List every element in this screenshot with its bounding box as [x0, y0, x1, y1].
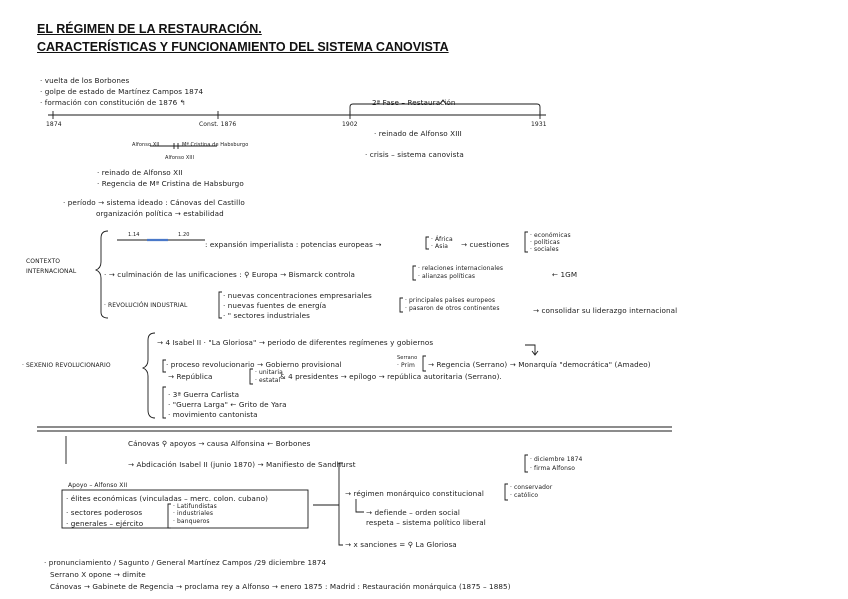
- movimiento-cantonista: · movimiento cantonista: [168, 410, 258, 419]
- proceso-revolucionario: · proceso revolucionario → Gobierno provisional: [166, 360, 342, 369]
- guerra-larga: · "Guerra Larga" ← Grito de Yara: [168, 400, 287, 409]
- sectores-poderosos: · sectores poderosos: [66, 508, 143, 517]
- timeline-year-1874: 1874: [46, 121, 62, 128]
- reinado-alfonso-xii: · reinado de Alfonso XII: [97, 168, 183, 177]
- nuevos-sectores: · " sectores industriales: [223, 311, 310, 320]
- africa-item: · África: [431, 236, 453, 243]
- industriales: · industriales: [173, 510, 214, 517]
- timeline-phase-label: 2ª Fase – Restauración: [372, 98, 456, 107]
- diciembre-1874: · diciembre 1874: [530, 456, 583, 463]
- timeline-constitution-1876: Const. 1876: [199, 121, 237, 128]
- canovas-restauracion: Cánovas → Gabinete de Regencia → proclama rey a Alfonso → enero 1875 : Madrid : Restauración monárquica (1875 – 1885): [50, 582, 511, 591]
- primera-guerra-mundial: ← 1GM: [552, 270, 578, 279]
- canovas-apoyos: Cánovas ⚲ apoyos → causa Alfonsina ← Borbones: [128, 439, 311, 448]
- expansion-imperialista: : expansión imperialista : potencias europeas →: [205, 240, 382, 249]
- page-title: EL RÉGIMEN DE LA RESTAURACIÓN.: [37, 22, 262, 36]
- cuestiones-politicas: · políticas: [530, 239, 560, 246]
- latifundistas: · Latifundistas: [173, 503, 217, 510]
- pronunciamiento-sagunto: · pronunciamiento / Sagunto / General Martínez Campos /29 diciembre 1874: [44, 558, 327, 567]
- firma-alfonso: · firma Alfonso: [530, 465, 576, 472]
- alfonso-xii-small-label: Alfonso XII: [132, 142, 160, 148]
- republica-estatal: · estatal: [255, 377, 281, 384]
- alfonso-xiii-small-label: Alfonso XIII: [165, 155, 195, 161]
- cuestiones-economicas: · económicas: [530, 232, 571, 239]
- nuevas-concentraciones: · nuevas concentraciones empresariales: [223, 291, 372, 300]
- asia-item: · Asia: [431, 243, 448, 250]
- tercera-guerra-carlista: · 3ª Guerra Carlista: [168, 390, 240, 399]
- regimen-monarquico: → régimen monárquico constitucional: [345, 489, 484, 498]
- timeline-year-1931: 1931: [531, 121, 547, 128]
- alianzas-politicas: · alianzas políticas: [418, 273, 476, 280]
- intro-line-3: · formación con constitución de 1876 ↰: [40, 98, 186, 107]
- republica-unitaria: · unitaria: [255, 369, 283, 376]
- serrano-dimite: Serrano X opone → dimite: [50, 570, 146, 579]
- sanciones-gloriosa: → x sanciones = ⚲ La Gloriosa: [345, 540, 457, 549]
- relaciones-internacionales: · relaciones internacionales: [418, 265, 504, 272]
- elites-economicas: · élites económicas (vinculadas – merc. colon. cubano): [66, 494, 268, 503]
- prim-small: · Prim: [397, 362, 415, 369]
- alfonso-xiii-reign: · reinado de Alfonso XIII: [374, 129, 462, 138]
- defiende-orden: → defiende – orden social: [366, 508, 460, 517]
- periodo-line-1: · período → sistema ideado : Cánovas del Castillo: [63, 198, 245, 207]
- page-subtitle: CARACTERÍSTICAS Y FUNCIONAMIENTO DEL SISTEMA CANOVISTA: [37, 40, 449, 54]
- pasaron-continentes: · pasaron de otros continentes: [405, 305, 500, 312]
- revolucion-industrial: · REVOLUCIÓN INDUSTRIAL: [104, 302, 188, 309]
- presidentes-epilogo: & 4 presidentes → epílogo → república autoritaria (Serrano).: [280, 372, 502, 381]
- crisis-sistema: · crisis – sistema canovista: [365, 150, 464, 159]
- periodo-line-2: organización política → estabilidad: [96, 209, 224, 218]
- conservador: · conservador: [510, 484, 553, 491]
- catolico: · católico: [510, 492, 539, 499]
- principales-paises: · principales países europeos: [405, 297, 496, 304]
- serrano-small: Serrano: [397, 355, 418, 361]
- internacional-label: INTERNACIONAL: [26, 268, 77, 275]
- banqueros: · banqueros: [173, 518, 210, 525]
- regencia-monarquia: → Regencia (Serrano) → Monarquía "democrática" (Amadeo): [428, 360, 651, 369]
- cuestiones: → cuestiones: [461, 240, 510, 249]
- maria-cristina-small-label: Mª Cristina de Habsburgo: [182, 142, 249, 148]
- timeline-year-1902: 1902: [342, 121, 358, 128]
- mini-timeline-start: 1.14: [128, 232, 140, 238]
- regencia-maria-cristina: · Regencia de Mª Cristina de Habsburgo: [97, 179, 244, 188]
- generales-ejercito: · generales – ejército: [66, 519, 144, 528]
- nuevas-fuentes: · nuevas fuentes de energía: [223, 301, 327, 310]
- culminacion-unificaciones: · → culminación de las unificaciones : ⚲ Europa → Bismarck controla: [104, 270, 355, 279]
- apoyo-alfonso-xii: Apoyo – Alfonso XII: [68, 482, 128, 489]
- abdicacion-manifiesto: → Abdicación Isabel II (junio 1870) → Manifiesto de Sandhurst: [128, 460, 356, 469]
- republica: → República: [168, 372, 213, 381]
- sexenio-label: · SEXENIO REVOLUCIONARIO: [22, 362, 111, 369]
- sexenio-isabel-ii: → 4 Isabel II · "La Gloriosa" → periodo de diferentes regímenes y gobiernos: [157, 338, 434, 347]
- cuestiones-sociales: · sociales: [530, 246, 559, 253]
- intro-line-1: · vuelta de los Borbones: [40, 76, 130, 85]
- contexto-label: CONTEXTO: [26, 258, 61, 265]
- respeta-sistema: respeta – sistema político liberal: [366, 518, 486, 527]
- intro-line-2: · golpe de estado de Martínez Campos 1874: [40, 87, 204, 96]
- consolidar-liderazgo: → consolidar su liderazgo internacional: [533, 306, 678, 315]
- mini-timeline-end: 1.20: [178, 232, 190, 238]
